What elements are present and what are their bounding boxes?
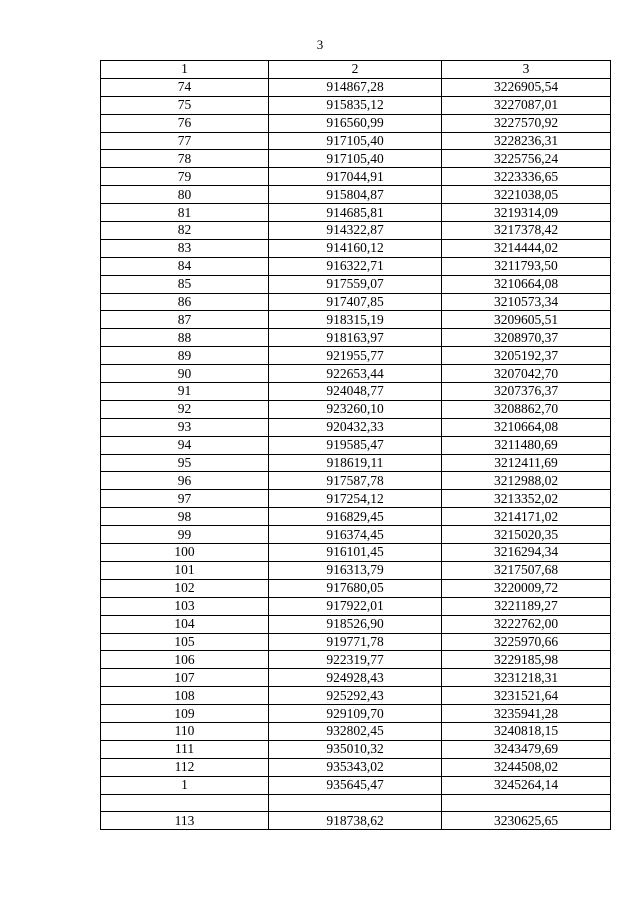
table-row <box>101 436 611 454</box>
y-coordinate-cell: 3217378,42 <box>442 222 611 240</box>
point-number-cell: 104 <box>101 615 269 633</box>
point-number-cell: 105 <box>101 633 269 651</box>
y-coordinate-cell: 3208862,70 <box>442 400 611 418</box>
point-number-cell: 77 <box>101 132 269 150</box>
x-coordinate-cell: 935343,02 <box>269 758 442 776</box>
table-row <box>101 472 611 490</box>
y-coordinate-cell: 3231521,64 <box>442 687 611 705</box>
point-number-cell: 83 <box>101 239 269 257</box>
y-coordinate-cell: 3213352,02 <box>442 490 611 508</box>
table-row <box>101 615 611 633</box>
x-coordinate-cell: 914322,87 <box>269 222 442 240</box>
x-coordinate-cell: 917407,85 <box>269 293 442 311</box>
y-coordinate-cell: 3240818,15 <box>442 722 611 740</box>
point-number-cell: 107 <box>101 669 269 687</box>
table-row <box>101 508 611 526</box>
point-number-cell: 79 <box>101 168 269 186</box>
table-row <box>101 633 611 651</box>
header-x-coordinate: 2 <box>269 61 442 79</box>
x-coordinate-cell: 918738,62 <box>269 812 442 830</box>
y-coordinate-cell: 3219314,09 <box>442 204 611 222</box>
table-row <box>101 132 611 150</box>
y-coordinate-cell <box>442 794 611 812</box>
table-row <box>101 150 611 168</box>
point-number-cell: 106 <box>101 651 269 669</box>
x-coordinate-cell: 916313,79 <box>269 561 442 579</box>
y-coordinate-cell: 3217507,68 <box>442 561 611 579</box>
x-coordinate-cell: 918619,11 <box>269 454 442 472</box>
x-coordinate-cell: 918315,19 <box>269 311 442 329</box>
point-number-cell: 85 <box>101 275 269 293</box>
point-number-cell: 84 <box>101 257 269 275</box>
x-coordinate-cell: 935645,47 <box>269 776 442 794</box>
y-coordinate-cell: 3205192,37 <box>442 347 611 365</box>
y-coordinate-cell: 3210664,08 <box>442 418 611 436</box>
table-row <box>101 204 611 222</box>
y-coordinate-cell: 3223336,65 <box>442 168 611 186</box>
x-coordinate-cell: 918526,90 <box>269 615 442 633</box>
table-row <box>101 722 611 740</box>
x-coordinate-cell: 917254,12 <box>269 490 442 508</box>
point-number-cell: 91 <box>101 383 269 401</box>
x-coordinate-cell: 929109,70 <box>269 705 442 723</box>
x-coordinate-cell: 916322,71 <box>269 257 442 275</box>
table-row <box>101 687 611 705</box>
x-coordinate-cell: 917559,07 <box>269 275 442 293</box>
point-number-cell: 110 <box>101 722 269 740</box>
x-coordinate-cell <box>269 794 442 812</box>
table-row <box>101 812 611 830</box>
y-coordinate-cell: 3210573,34 <box>442 293 611 311</box>
point-number-cell: 90 <box>101 365 269 383</box>
point-number-cell: 86 <box>101 293 269 311</box>
table-row <box>101 365 611 383</box>
y-coordinate-cell: 3212411,69 <box>442 454 611 472</box>
y-coordinate-cell: 3211480,69 <box>442 436 611 454</box>
y-coordinate-cell: 3207042,70 <box>442 365 611 383</box>
table-row <box>101 794 611 812</box>
table-row <box>101 222 611 240</box>
y-coordinate-cell: 3214171,02 <box>442 508 611 526</box>
table-row <box>101 561 611 579</box>
point-number-cell: 96 <box>101 472 269 490</box>
x-coordinate-cell: 917587,78 <box>269 472 442 490</box>
x-coordinate-cell: 917680,05 <box>269 579 442 597</box>
x-coordinate-cell: 922319,77 <box>269 651 442 669</box>
point-number-cell: 82 <box>101 222 269 240</box>
table-row <box>101 257 611 275</box>
table-row <box>101 776 611 794</box>
x-coordinate-cell: 914160,12 <box>269 239 442 257</box>
point-number-cell: 1 <box>101 776 269 794</box>
x-coordinate-cell: 921955,77 <box>269 347 442 365</box>
table-row <box>101 454 611 472</box>
table-row <box>101 544 611 562</box>
table-header <box>101 61 611 79</box>
x-coordinate-cell: 915835,12 <box>269 96 442 114</box>
table-row <box>101 293 611 311</box>
point-number-cell: 78 <box>101 150 269 168</box>
point-number-cell: 113 <box>101 812 269 830</box>
table-row <box>101 400 611 418</box>
point-number-cell: 108 <box>101 687 269 705</box>
x-coordinate-cell: 914685,81 <box>269 204 442 222</box>
table-row <box>101 78 611 96</box>
x-coordinate-cell: 917105,40 <box>269 132 442 150</box>
x-coordinate-cell: 916829,45 <box>269 508 442 526</box>
table-row <box>101 579 611 597</box>
y-coordinate-cell: 3231218,31 <box>442 669 611 687</box>
point-number-cell: 101 <box>101 561 269 579</box>
x-coordinate-cell: 916374,45 <box>269 526 442 544</box>
y-coordinate-cell: 3216294,34 <box>442 544 611 562</box>
table-row <box>101 347 611 365</box>
y-coordinate-cell: 3222762,00 <box>442 615 611 633</box>
point-number-cell: 89 <box>101 347 269 365</box>
table-row <box>101 114 611 132</box>
x-coordinate-cell: 925292,43 <box>269 687 442 705</box>
table-row <box>101 418 611 436</box>
table-row <box>101 239 611 257</box>
table-row <box>101 311 611 329</box>
y-coordinate-cell: 3208970,37 <box>442 329 611 347</box>
x-coordinate-cell: 918163,97 <box>269 329 442 347</box>
y-coordinate-cell: 3229185,98 <box>442 651 611 669</box>
coordinates-table <box>100 60 611 830</box>
y-coordinate-cell: 3227087,01 <box>442 96 611 114</box>
point-number-cell: 103 <box>101 597 269 615</box>
table-row <box>101 758 611 776</box>
point-number-cell: 93 <box>101 418 269 436</box>
point-number-cell: 74 <box>101 78 269 96</box>
point-number-cell: 97 <box>101 490 269 508</box>
table-row <box>101 669 611 687</box>
header-point-number: 1 <box>101 61 269 79</box>
point-number-cell: 100 <box>101 544 269 562</box>
point-number-cell: 98 <box>101 508 269 526</box>
y-coordinate-cell: 3230625,65 <box>442 812 611 830</box>
y-coordinate-cell: 3228236,31 <box>442 132 611 150</box>
header-row <box>101 61 611 79</box>
table-row <box>101 275 611 293</box>
y-coordinate-cell: 3245264,14 <box>442 776 611 794</box>
x-coordinate-cell: 924928,43 <box>269 669 442 687</box>
y-coordinate-cell: 3227570,92 <box>442 114 611 132</box>
point-number-cell: 92 <box>101 400 269 418</box>
y-coordinate-cell: 3220009,72 <box>442 579 611 597</box>
x-coordinate-cell: 924048,77 <box>269 383 442 401</box>
point-number-cell: 109 <box>101 705 269 723</box>
x-coordinate-cell: 917922,01 <box>269 597 442 615</box>
y-coordinate-cell: 3212988,02 <box>442 472 611 490</box>
point-number-cell: 112 <box>101 758 269 776</box>
point-number-cell: 102 <box>101 579 269 597</box>
x-coordinate-cell: 919585,47 <box>269 436 442 454</box>
point-number-cell: 76 <box>101 114 269 132</box>
x-coordinate-cell: 916101,45 <box>269 544 442 562</box>
point-number-cell: 75 <box>101 96 269 114</box>
y-coordinate-cell: 3215020,35 <box>442 526 611 544</box>
x-coordinate-cell: 915804,87 <box>269 186 442 204</box>
x-coordinate-cell: 932802,45 <box>269 722 442 740</box>
x-coordinate-cell: 916560,99 <box>269 114 442 132</box>
table-row <box>101 383 611 401</box>
table-body <box>101 78 611 829</box>
x-coordinate-cell: 922653,44 <box>269 365 442 383</box>
table-row <box>101 186 611 204</box>
y-coordinate-cell: 3209605,51 <box>442 311 611 329</box>
header-y-coordinate: 3 <box>442 61 611 79</box>
y-coordinate-cell: 3210664,08 <box>442 275 611 293</box>
point-number-cell: 87 <box>101 311 269 329</box>
y-coordinate-cell: 3221189,27 <box>442 597 611 615</box>
point-number-cell: 94 <box>101 436 269 454</box>
point-number-cell: 95 <box>101 454 269 472</box>
x-coordinate-cell: 923260,10 <box>269 400 442 418</box>
x-coordinate-cell: 935010,32 <box>269 740 442 758</box>
x-coordinate-cell: 914867,28 <box>269 78 442 96</box>
y-coordinate-cell: 3211793,50 <box>442 257 611 275</box>
y-coordinate-cell: 3225756,24 <box>442 150 611 168</box>
table-row <box>101 740 611 758</box>
point-number-cell: 88 <box>101 329 269 347</box>
page-number: 3 <box>316 37 324 52</box>
y-coordinate-cell: 3235941,28 <box>442 705 611 723</box>
x-coordinate-cell: 919771,78 <box>269 633 442 651</box>
table-row <box>101 526 611 544</box>
table-row <box>101 597 611 615</box>
table-row <box>101 168 611 186</box>
point-number-cell: 81 <box>101 204 269 222</box>
y-coordinate-cell: 3207376,37 <box>442 383 611 401</box>
y-coordinate-cell: 3221038,05 <box>442 186 611 204</box>
point-number-cell: 111 <box>101 740 269 758</box>
y-coordinate-cell: 3243479,69 <box>442 740 611 758</box>
y-coordinate-cell: 3226905,54 <box>442 78 611 96</box>
table-row <box>101 651 611 669</box>
x-coordinate-cell: 920432,33 <box>269 418 442 436</box>
y-coordinate-cell: 3214444,02 <box>442 239 611 257</box>
x-coordinate-cell: 917105,40 <box>269 150 442 168</box>
point-number-cell <box>101 794 269 812</box>
y-coordinate-cell: 3244508,02 <box>442 758 611 776</box>
table-row <box>101 329 611 347</box>
point-number-cell: 99 <box>101 526 269 544</box>
table-row <box>101 705 611 723</box>
y-coordinate-cell: 3225970,66 <box>442 633 611 651</box>
table-row <box>101 490 611 508</box>
x-coordinate-cell: 917044,91 <box>269 168 442 186</box>
point-number-cell: 80 <box>101 186 269 204</box>
table-row <box>101 96 611 114</box>
